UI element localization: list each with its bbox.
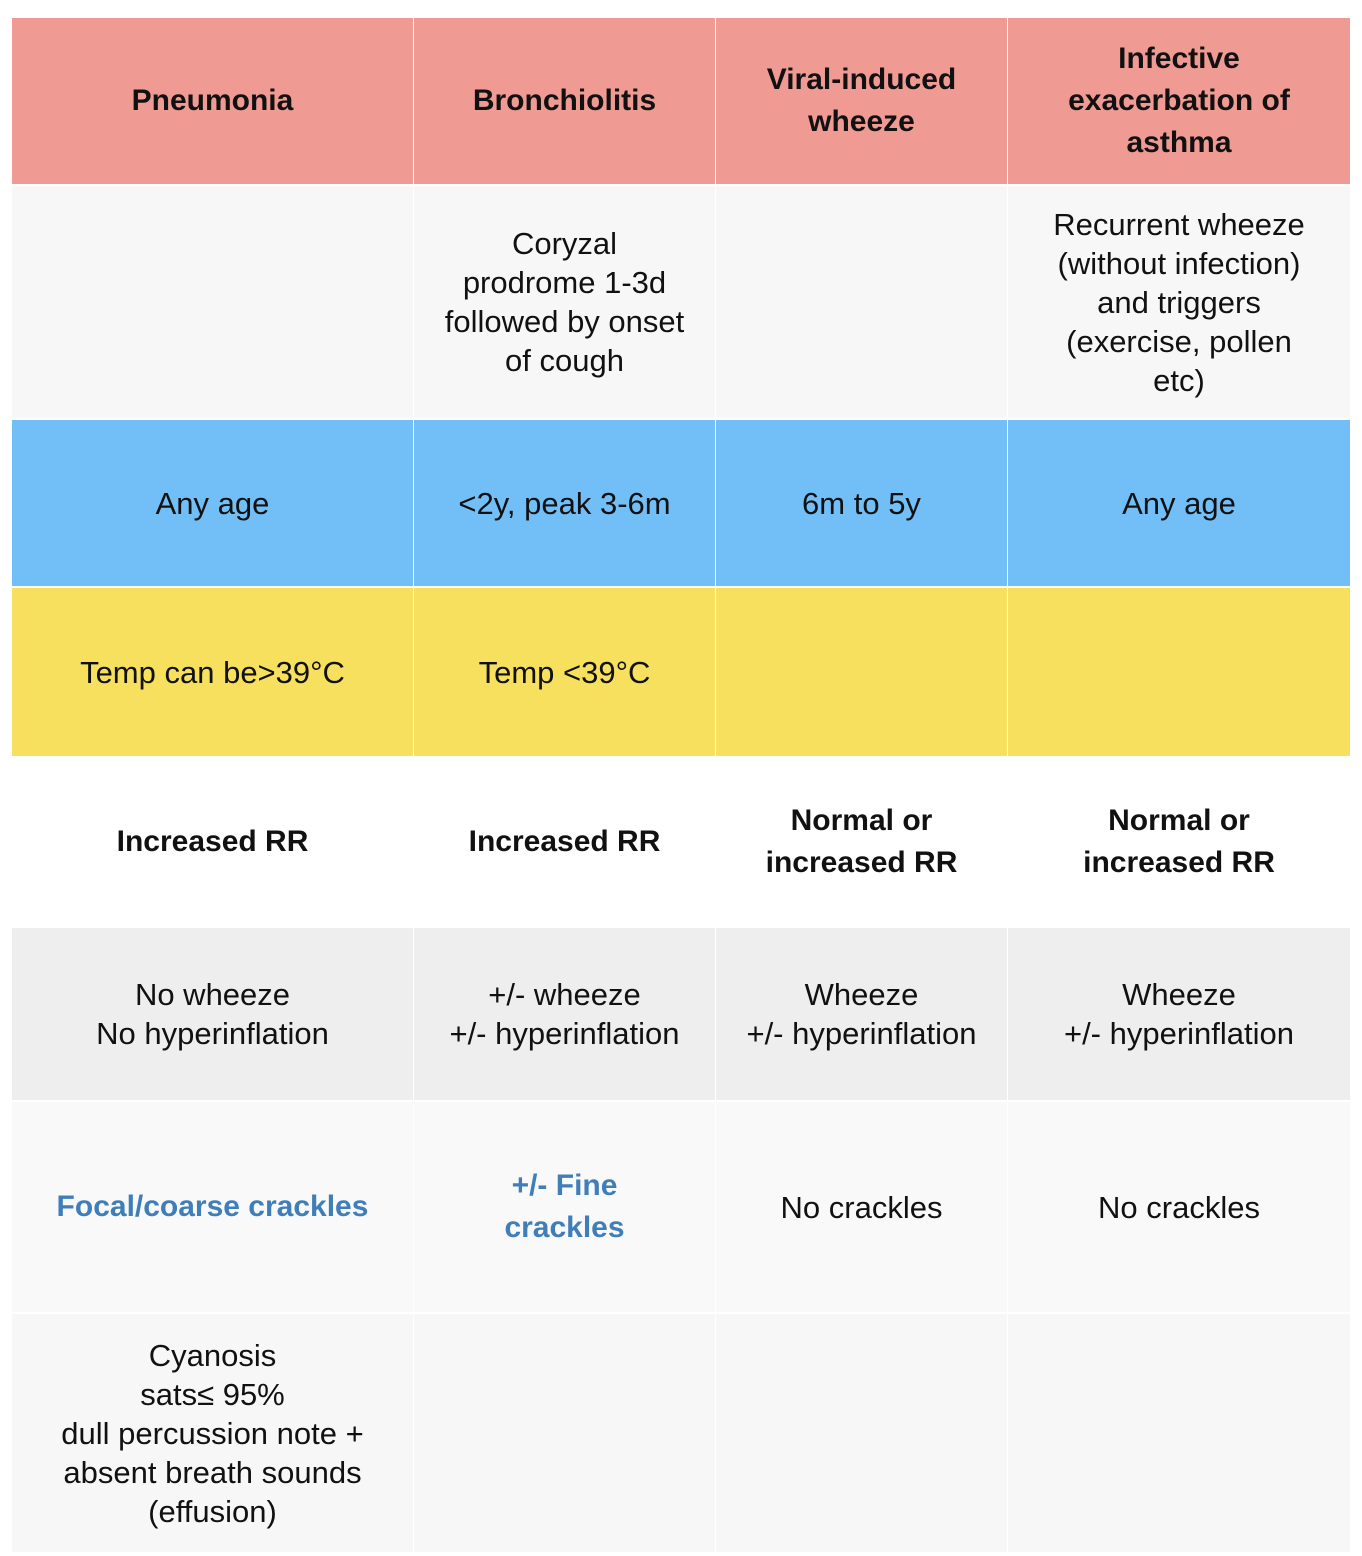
header-bronchiolitis: Bronchiolitis — [414, 18, 715, 184]
header-pneumonia: Pneumonia — [12, 18, 413, 184]
rr-viral-wheeze: Normal or increased RR — [716, 758, 1007, 926]
wheeze-pneumonia: No wheeze No hyperinflation — [12, 928, 413, 1100]
wheeze-bronchiolitis: +/- wheeze +/- hyperinflation — [414, 928, 715, 1100]
crackles-pneumonia: Focal/coarse crackles — [12, 1102, 413, 1312]
history-bronchiolitis: Coryzal prodrome 1-3d followed by onset of cough — [414, 186, 715, 418]
wheeze-asthma: Wheeze +/- hyperinflation — [1008, 928, 1350, 1100]
rr-asthma: Normal or increased RR — [1008, 758, 1350, 926]
header-infective-exacerbation-asthma: Infective exacerbation of asthma — [1008, 18, 1350, 184]
rr-pneumonia: Increased RR — [12, 758, 413, 926]
other-viral-wheeze — [716, 1314, 1007, 1552]
temp-viral-wheeze — [716, 588, 1007, 756]
age-viral-wheeze: 6m to 5y — [716, 420, 1007, 586]
temp-asthma — [1008, 588, 1350, 756]
rr-bronchiolitis: Increased RR — [414, 758, 715, 926]
history-viral-wheeze — [716, 186, 1007, 418]
crackles-bronchiolitis: +/- Fine crackles — [414, 1102, 715, 1312]
age-pneumonia: Any age — [12, 420, 413, 586]
temp-bronchiolitis: Temp <39°C — [414, 588, 715, 756]
other-bronchiolitis — [414, 1314, 715, 1552]
other-pneumonia: Cyanosis sats≤ 95% dull percussion note + absent breath sounds (effusion) — [12, 1314, 413, 1552]
crackles-viral-wheeze: No crackles — [716, 1102, 1007, 1312]
history-asthma: Recurrent wheeze (without infection) and triggers (exercise, pollen etc) — [1008, 186, 1350, 418]
crackles-asthma: No crackles — [1008, 1102, 1350, 1312]
wheeze-viral-wheeze: Wheeze +/- hyperinflation — [716, 928, 1007, 1100]
comparison-table — [12, 18, 1348, 1538]
age-asthma: Any age — [1008, 420, 1350, 586]
header-viral-induced-wheeze: Viral-induced wheeze — [716, 18, 1007, 184]
history-pneumonia — [12, 186, 413, 418]
other-asthma — [1008, 1314, 1350, 1552]
temp-pneumonia: Temp can be>39°C — [12, 588, 413, 756]
age-bronchiolitis: <2y, peak 3-6m — [414, 420, 715, 586]
